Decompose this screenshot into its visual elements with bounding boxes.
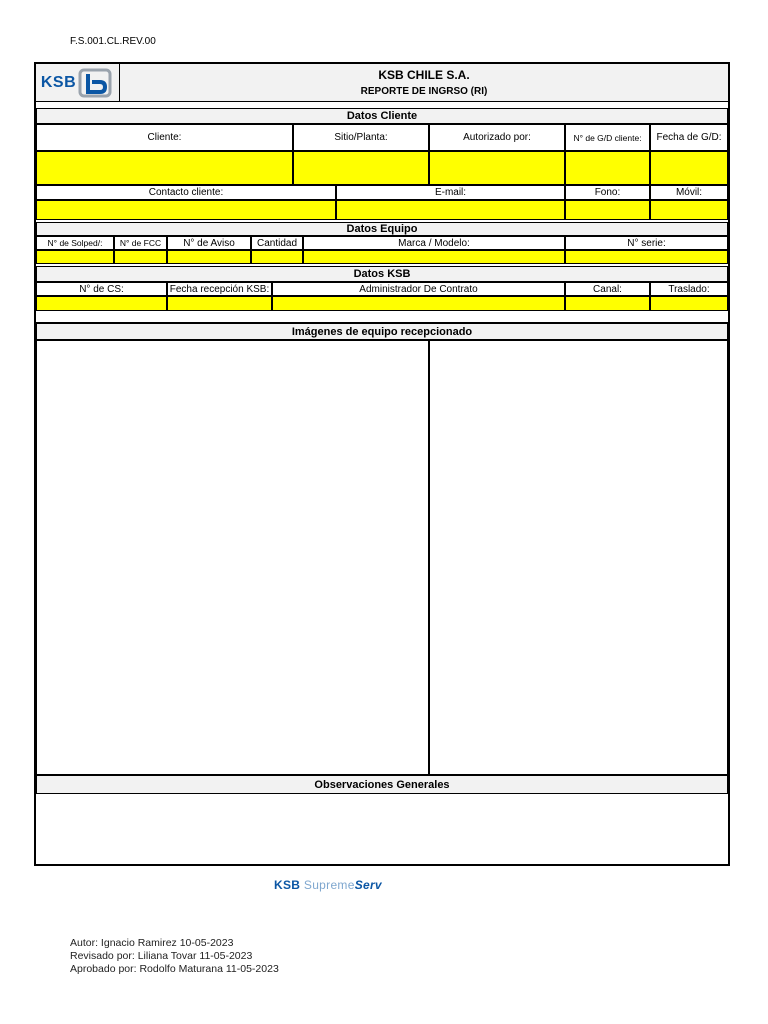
image-area-left[interactable] xyxy=(36,340,429,775)
label-fcc: N° de FCC xyxy=(114,236,167,250)
ksb-logo-icon xyxy=(78,68,114,98)
label-canal: Canal: xyxy=(565,282,650,296)
supremeserv-brand xyxy=(274,878,382,892)
field-canal[interactable] xyxy=(565,296,650,311)
ksb-logo: KSB xyxy=(40,73,77,91)
field-email[interactable] xyxy=(336,200,565,220)
field-movil[interactable] xyxy=(650,200,728,220)
label-movil: Móvil: xyxy=(650,185,728,200)
field-administrador-contrato[interactable] xyxy=(272,296,565,311)
field-sitio-planta[interactable] xyxy=(293,151,429,185)
label-contacto-cliente: Contacto cliente: xyxy=(36,185,336,200)
observaciones-title: Observaciones Generales xyxy=(36,775,728,794)
field-contacto-cliente[interactable] xyxy=(36,200,336,220)
label-aviso: N° de Aviso xyxy=(167,236,251,250)
label-fecha-recepcion: Fecha recepción KSB: xyxy=(167,282,272,296)
field-fecha-gd[interactable] xyxy=(650,151,728,185)
label-cantidad: Cantidad xyxy=(251,236,303,250)
header-title-cell xyxy=(120,64,728,102)
label-gd-cliente: N° de G/D cliente: xyxy=(565,124,650,151)
field-autorizado-por[interactable] xyxy=(429,151,565,185)
field-aviso[interactable] xyxy=(167,250,251,264)
field-cantidad[interactable] xyxy=(251,250,303,264)
field-traslado[interactable] xyxy=(650,296,728,311)
header-logo-cell xyxy=(36,64,120,102)
spacer-row xyxy=(36,311,728,323)
label-fecha-gd: Fecha de G/D: xyxy=(650,124,728,151)
label-cliente: Cliente: xyxy=(36,124,293,151)
label-traslado: Traslado: xyxy=(650,282,728,296)
report-form xyxy=(34,62,730,866)
field-fono[interactable] xyxy=(565,200,650,220)
label-administrador-contrato: Administrador De Contrato xyxy=(272,282,565,296)
field-gd-cliente[interactable] xyxy=(565,151,650,185)
datos-ksb-title: Datos KSB xyxy=(36,266,728,282)
label-serie: N° serie: xyxy=(565,236,728,250)
label-marca-modelo: Marca / Modelo: xyxy=(303,236,565,250)
brand-serv: Serv xyxy=(354,878,382,892)
label-autorizado-por: Autorizado por: xyxy=(429,124,565,151)
signature-autor: Autor: Ignacio Ramirez 10-05-2023 xyxy=(70,937,234,949)
datos-equipo-title: Datos Equipo xyxy=(36,222,728,236)
field-solped[interactable] xyxy=(36,250,114,264)
field-fcc[interactable] xyxy=(114,250,167,264)
signature-revisado: Revisado por: Liliana Tovar 11-05-2023 xyxy=(70,950,253,962)
document-code: F.S.001.CL.REV.00 xyxy=(70,36,156,47)
field-fecha-recepcion[interactable] xyxy=(167,296,272,311)
observaciones-area[interactable] xyxy=(36,794,728,864)
signature-aprobado: Aprobado por: Rodolfo Maturana 11-05-2023 xyxy=(70,963,279,975)
brand-supreme: Supreme xyxy=(303,878,355,892)
label-email: E-mail: xyxy=(336,185,565,200)
label-fono: Fono: xyxy=(565,185,650,200)
field-serie[interactable] xyxy=(565,250,728,264)
report-title: REPORTE DE INGRSO (RI) xyxy=(360,86,488,97)
label-sitio-planta: Sitio/Planta: xyxy=(293,124,429,151)
brand-ksb: KSB xyxy=(274,878,301,892)
field-cs[interactable] xyxy=(36,296,167,311)
field-cliente[interactable] xyxy=(36,151,293,185)
image-area-right[interactable] xyxy=(429,340,728,775)
label-cs: N° de CS: xyxy=(36,282,167,296)
datos-cliente-title: Datos Cliente xyxy=(36,108,728,124)
field-marca-modelo[interactable] xyxy=(303,250,565,264)
label-solped: N° de Solped/: xyxy=(36,236,114,250)
company-name: KSB CHILE S.A. xyxy=(378,68,470,82)
imagenes-title: Imágenes de equipo recepcionado xyxy=(36,323,728,340)
